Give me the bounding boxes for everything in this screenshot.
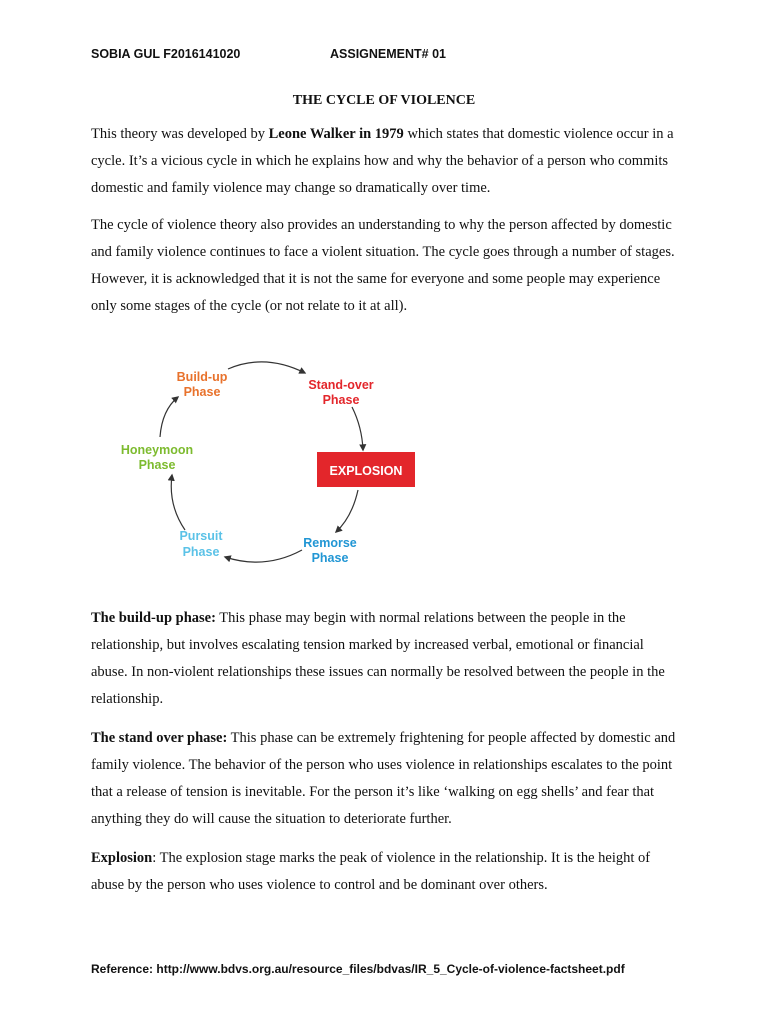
build-up-label-line2: Phase [183,385,221,399]
honeymoon-label-line2: Phase [138,458,176,472]
build-up-heading: The build-up phase: [91,610,216,626]
arrow-honeymoon-to-buildup [160,397,178,437]
intro-paragraph [91,121,681,202]
intro-author: Leone Walker in 1979 [268,126,404,142]
arrow-explosion-to-remorse [336,490,358,532]
arrow-buildup-to-standover [228,362,305,373]
explosion-heading: Explosion [91,850,153,866]
stand-over-section [91,725,681,833]
intro-post: which states that domestic violence occur in a cycle. It’s a vicious cycle in which he explains how and why the behavior of a person who commits domestic and family violence may change so dramatically over time. [91,126,674,196]
theory-paragraph: The cycle of violence theory also provides an understanding to why the person affected by domestic and family violence continues to face a violent situation. The cycle goes through a number of stages. However, it is acknowledged that it is not the same for everyone and some people may experience only some stages of the cycle (or not relate to it at all). [91,217,675,314]
explosion-section [91,845,681,899]
pursuit-label-line2: Phase [182,545,220,559]
arrow-remorse-to-pursuit [225,550,302,562]
pursuit-label-line1: Pursuit [179,529,223,543]
remorse-label-line2: Phase [311,551,349,565]
arrow-standover-to-explosion [352,407,363,450]
header-author: SOBIA GUL F2016141020 [91,47,241,61]
explosion-text: : The explosion stage marks the peak of violence in the relationship. It is the height of abuse by the person who uses violence to control and be dominant over others. [91,850,651,893]
header-assignment: ASSIGNEMENT# 01 [330,47,447,61]
arrow-pursuit-to-honeymoon [171,475,185,530]
cycle-diagram [100,345,440,580]
intro-pre: This theory was developed by [91,126,269,142]
build-up-text: This phase may begin with normal relations between the people in the relationship, but involves escalating tension marked by increased verbal, emotional or financial abuse. In non-violent relationships these issues can normally be resolved between the people in the relationship. [91,610,665,707]
stand-over-label-line2: Phase [322,393,360,407]
stand-over-text: This phase can be extremely frightening for people affected by domestic and family violence. The behavior of the person who uses violence in relationships escalates to the point that a release of tension is inevitable. For the person it’s like ‘walking on egg shells’ and fear that anything they do will cause the situation to deteriorate further. [91,730,676,827]
page-title: THE CYCLE OF VIOLENCE [292,93,476,108]
reference-link[interactable]: Reference: http://www.bdvs.org.au/resource_files/bdvas/IR_5_Cycle-of-violence-factsheet.pdf [91,962,625,976]
stand-over-label-line1: Stand-over [308,378,374,392]
stand-over-heading: The stand over phase: [91,730,228,746]
honeymoon-label-line1: Honeymoon [120,443,194,457]
build-up-label-line1: Build-up [176,370,228,384]
explosion-label: EXPLOSION [329,464,403,478]
build-up-section [91,605,681,713]
remorse-label-line1: Remorse [303,536,357,550]
